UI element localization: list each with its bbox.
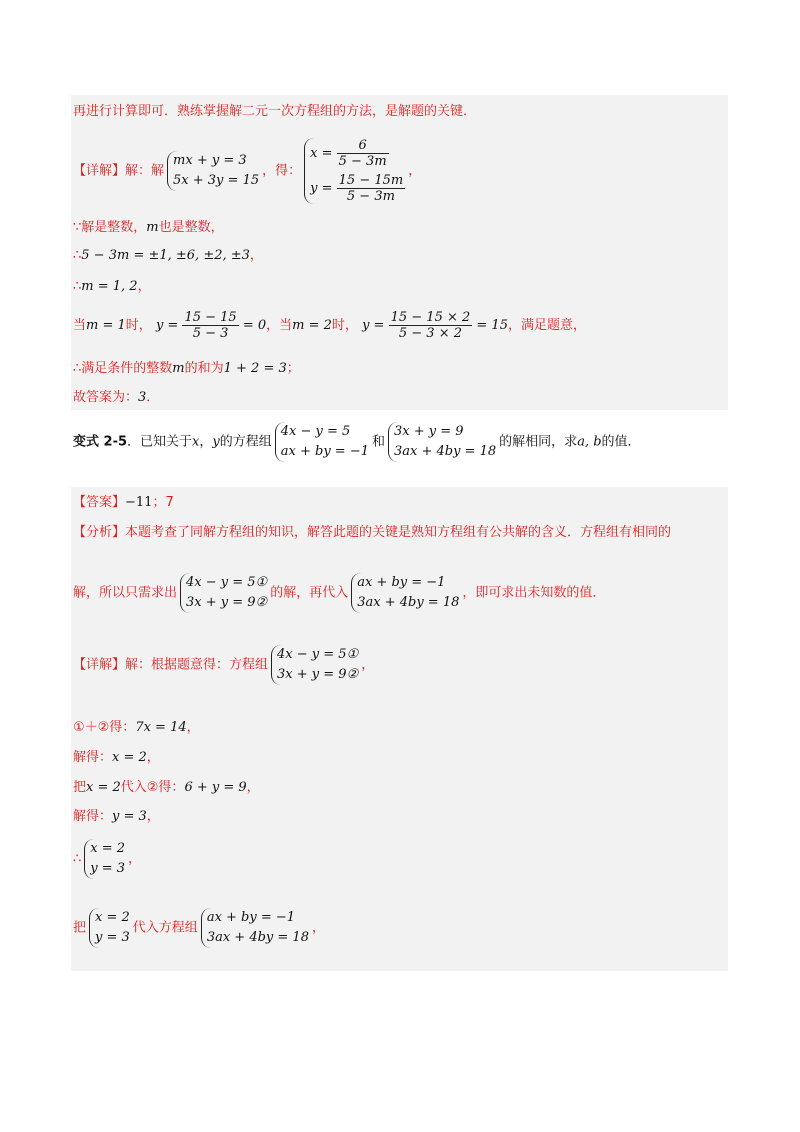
analysis-tag: 【分析】 <box>73 525 126 540</box>
calc1-rhs: = 0 <box>242 318 267 333</box>
m-values: m = 1, 2 <box>81 279 138 294</box>
step4-line <box>73 808 160 826</box>
step6-line <box>73 908 325 948</box>
sum-line <box>73 360 300 378</box>
a-sys1-eq2: 3x + y = 9② <box>186 595 268 610</box>
solution-x-frac <box>337 138 389 169</box>
sum-m: m <box>172 361 185 376</box>
step3-line <box>73 779 260 797</box>
calc2-lhs: y = <box>362 318 385 333</box>
step6-sys-eq2: 3ax + 4by = 18 <box>206 930 309 945</box>
analysis-line-2 <box>73 573 605 613</box>
m-values-comma: ， <box>137 279 151 294</box>
step3-b: 代入②得： <box>120 780 185 795</box>
step5-a: ∴ <box>73 851 82 867</box>
step2-a: 解得： <box>73 750 113 765</box>
sum-expr: 1 + 2 = 3 <box>223 361 287 376</box>
sysA-eq2: ax + by = −1 <box>280 444 369 459</box>
m-values-line <box>73 278 151 296</box>
detail-end: ， <box>361 657 375 673</box>
step6-eq2: y = 3 <box>95 930 130 945</box>
sysA-eq1: 4x − y = 5 <box>280 424 351 439</box>
calc2-den: 5 − 3 × 2 <box>398 326 462 341</box>
answer-end: ． <box>146 390 160 405</box>
detail-text-2: 解：根据题意得：方程组 <box>125 657 269 673</box>
var-x: x <box>192 434 200 450</box>
step6-system-2 <box>201 908 309 948</box>
answer-line-2 <box>73 494 174 512</box>
calc1-lhs: y = <box>155 318 179 333</box>
detail-tag: 【详解】 <box>73 163 126 179</box>
step1-eq: 7x = 14 <box>135 720 187 735</box>
answer-val: 3 <box>138 390 147 405</box>
step3-a: 把 <box>73 780 87 795</box>
sum-end: ； <box>286 361 300 376</box>
step5-end: ， <box>128 851 142 867</box>
when1-m: m = 1 <box>86 318 126 333</box>
therefore-symbol-2: ∴ <box>73 279 82 294</box>
when2-a: ，当 <box>266 318 293 333</box>
because-text: ∵解是整数， <box>73 220 147 235</box>
when1-a: 当 <box>73 318 87 333</box>
calc2-num: 15 − 15 × 2 <box>390 310 471 325</box>
problem-statement <box>73 422 641 462</box>
problem-sep: ， <box>199 434 213 450</box>
when2-b: 时， <box>331 318 358 333</box>
detail-text-a: 解：解 <box>125 163 165 179</box>
step6-a: 把 <box>73 920 87 936</box>
analysis-text: 本题考查了同解方程组的知识，解答此题的关键是熟知方程组有公共解的含义．方程组有相同的 <box>125 525 672 540</box>
step6-system-1 <box>89 908 130 948</box>
step6-end: ， <box>311 920 325 936</box>
problem-text-a: ．已知关于 <box>127 434 193 450</box>
problem-system-b <box>388 422 496 462</box>
equation-system-1 <box>167 151 259 191</box>
sum-b: 的和为 <box>184 361 224 376</box>
values-comma: ， <box>249 248 263 263</box>
step5-system <box>84 839 125 879</box>
intro-line: 再进行计算即可．熟练掌握解二元一次方程组的方法，是解题的关键． <box>73 104 477 119</box>
analysis2-a: 解，所以只需求出 <box>73 585 178 601</box>
calc1 <box>155 310 267 341</box>
satisfy-text: ，满足题意， <box>507 318 586 333</box>
answer-sep: ； <box>152 495 166 510</box>
problem-label: 变式 2-5 <box>73 434 128 450</box>
values-line <box>73 247 263 265</box>
system1-eq1: mx + y = 3 <box>173 153 247 168</box>
calc1-num: 15 − 15 <box>184 310 237 325</box>
solution-y-den: 5 − 3m <box>346 189 395 204</box>
solution-end: ， <box>408 163 422 179</box>
step1-line <box>73 719 200 737</box>
answer-val2: 7 <box>165 495 174 510</box>
a-sys2-eq1: ax + by = −1 <box>357 575 446 590</box>
therefore-symbol: ∴ <box>73 248 82 263</box>
step6-b: 代入方程组 <box>132 920 198 936</box>
step4-a: 解得： <box>73 809 113 824</box>
step4-end: ， <box>146 809 160 824</box>
step5-eq2: y = 3 <box>90 861 126 876</box>
calc1-frac <box>182 310 238 341</box>
solution-system <box>304 138 405 204</box>
answer-val1: −11 <box>125 495 153 510</box>
step5-eq1: x = 2 <box>90 841 126 856</box>
problem-text-b: 的方程组 <box>219 434 272 450</box>
detail-text-b: ，得： <box>262 163 302 179</box>
analysis-line-1 <box>73 524 671 542</box>
calc1-den: 5 − 3 <box>192 326 229 341</box>
analysis-system-2 <box>351 573 459 613</box>
step2-eq: x = 2 <box>112 750 147 765</box>
detail-line-2 <box>73 645 374 685</box>
d-sys-eq2: 3x + y = 9② <box>277 667 359 682</box>
d-sys-eq1: 4x − y = 5① <box>277 647 359 662</box>
detail-system <box>271 645 358 685</box>
var-y: y <box>212 434 220 450</box>
detail-tag-2: 【详解】 <box>73 657 126 673</box>
analysis-system-1 <box>180 573 267 613</box>
calc2-frac <box>389 310 473 341</box>
a-sys2-eq2: 3ax + 4by = 18 <box>357 595 460 610</box>
step6-eq1: x = 2 <box>95 910 130 925</box>
detail-line-1 <box>73 138 421 204</box>
solution-y <box>310 173 405 204</box>
solution-y-frac <box>337 173 406 204</box>
sum-a: ∴满足条件的整数 <box>73 361 173 376</box>
when-line <box>73 310 586 341</box>
solution-y-lhs: y = <box>310 181 333 196</box>
because-tail: 也是整数， <box>158 220 224 235</box>
analysis2-c: ，即可求出未知数的值． <box>462 585 606 601</box>
step2-end: ， <box>146 750 160 765</box>
when2-m: m = 2 <box>292 318 332 333</box>
because-m: m <box>146 220 159 235</box>
step5-line <box>73 839 141 879</box>
step4-eq: y = 3 <box>112 809 147 824</box>
system1-eq2: 5x + 3y = 15 <box>173 173 260 188</box>
calc2-rhs: = 15 <box>476 318 508 333</box>
analysis2-b: 的解，再代入 <box>270 585 349 601</box>
because-line <box>73 219 224 237</box>
sysB-eq2: 3ax + 4by = 18 <box>394 444 497 459</box>
eq-values: 5 − 3m = ±1, ±6, ±2, ±3 <box>81 248 250 263</box>
vars-ab: a, b <box>577 434 602 450</box>
solution-x-lhs: x = <box>310 146 333 161</box>
step3-x: x = 2 <box>86 780 121 795</box>
problem-system-a <box>275 422 369 462</box>
problem-and: 和 <box>372 434 386 450</box>
problem-text-c: 的解相同，求 <box>499 434 578 450</box>
step6-sys-eq1: ax + by = −1 <box>206 910 296 925</box>
step2-line <box>73 749 160 767</box>
sysB-eq1: 3x + y = 9 <box>394 424 464 439</box>
answer-tag: 【答案】 <box>73 495 126 510</box>
problem-text-d: 的值． <box>601 434 641 450</box>
solution-x-den: 5 − 3m <box>338 154 387 169</box>
when1-b: 时， <box>125 318 152 333</box>
solution-x <box>310 138 405 169</box>
solution-x-num: 6 <box>337 138 389 154</box>
solution-y-num: 15 − 15m <box>338 173 404 188</box>
step3-end: ， <box>246 780 260 795</box>
step1-end: ， <box>186 720 200 735</box>
step3-eq: 6 + y = 9 <box>184 780 247 795</box>
a-sys1-eq1: 4x − y = 5① <box>186 575 268 590</box>
answer-line-1 <box>73 389 159 407</box>
step1-a: ①＋②得： <box>73 720 136 735</box>
answer-a: 故答案为： <box>73 390 139 405</box>
